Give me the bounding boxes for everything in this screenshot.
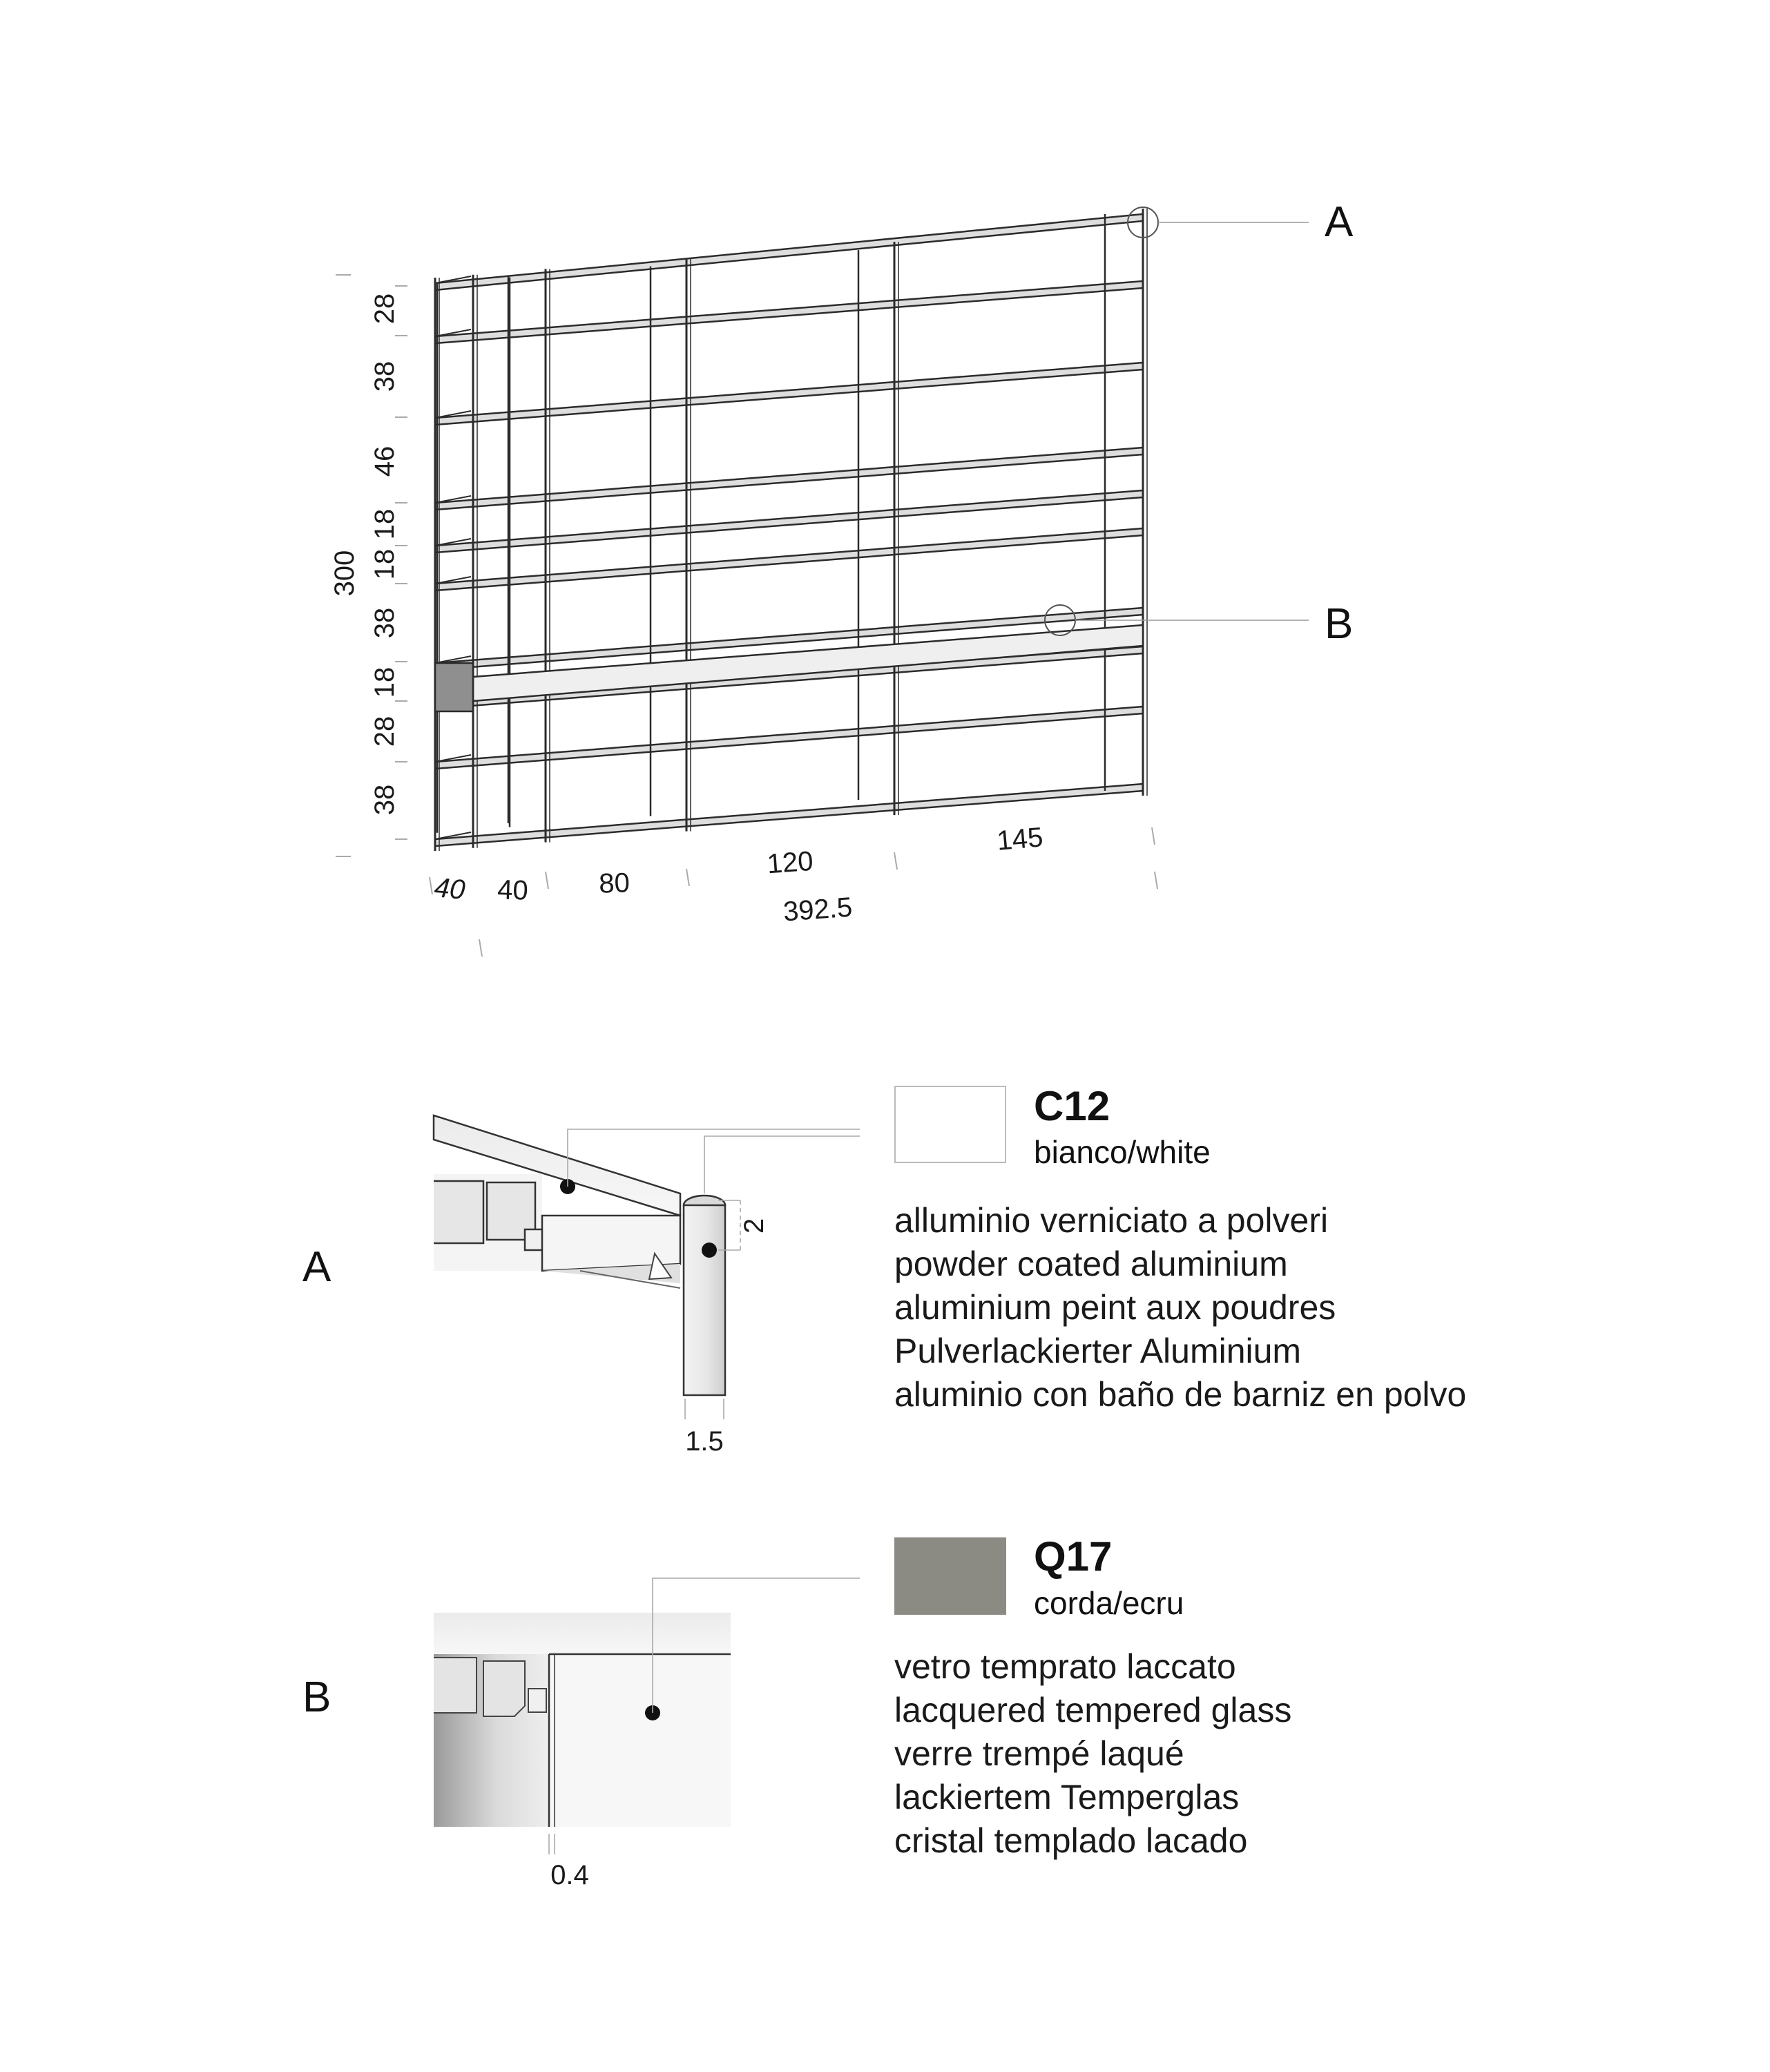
height-segment-labels — [369, 294, 400, 816]
material-code-c12: C12 — [1034, 1083, 1110, 1129]
description-line: lackiertem Temperglas — [894, 1778, 1240, 1816]
height-segment-label: 18 — [369, 666, 400, 698]
detail-b-thickness-dim: 0.4 — [550, 1860, 589, 1890]
detail-a-dot-2 — [702, 1243, 717, 1258]
overview-callouts — [1045, 207, 1309, 635]
width-total-label: 392.5 — [782, 892, 854, 928]
description-line: alluminio verniciato a polveri — [894, 1201, 1329, 1240]
detail-b-glass — [549, 1654, 731, 1827]
height-segment-label: 18 — [369, 508, 400, 540]
height-segment-label: 38 — [369, 361, 400, 392]
height-segment-label: 28 — [369, 716, 400, 747]
description-line: cristal templado lacado — [894, 1821, 1248, 1860]
depth-label: 40 — [433, 872, 467, 905]
glass-panel-side — [435, 663, 473, 711]
description-line: aluminio con baño de barniz en polvo — [894, 1375, 1467, 1414]
detail-a-diameter-dim: 1.5 — [685, 1426, 724, 1457]
height-segment-label: 38 — [369, 607, 400, 639]
description-line: aluminium peint aux poudres — [894, 1288, 1336, 1327]
callout-a-label: A — [1325, 198, 1354, 246]
post-tube — [684, 1205, 725, 1395]
detail-b-top — [434, 1613, 731, 1654]
material-description-q17 — [894, 1645, 1291, 1863]
callout-b-label: B — [1325, 600, 1354, 648]
material-name-q17: corda/ecru — [1034, 1585, 1184, 1621]
material-code-q17: Q17 — [1034, 1533, 1113, 1580]
shelf-board — [435, 214, 1143, 290]
description-line: lacquered tempered glass — [894, 1691, 1292, 1729]
description-line: Pulverlackierter Aluminium — [894, 1332, 1302, 1370]
shelves — [435, 214, 1143, 846]
description-line: powder coated aluminium — [894, 1245, 1288, 1283]
height-total-label: 300 — [329, 550, 360, 597]
detail-a-drawing — [434, 1115, 725, 1395]
material-description-c12 — [894, 1199, 1466, 1417]
material-swatch-q17 — [894, 1537, 1006, 1615]
detail-b-label: B — [302, 1673, 331, 1721]
shelving-overview — [435, 209, 1147, 851]
material-swatch-c12 — [894, 1086, 1006, 1163]
shelf-board — [435, 363, 1143, 425]
material-name-c12: bianco/white — [1034, 1134, 1211, 1170]
width-segment-label: 145 — [995, 822, 1045, 856]
detail-a-label: A — [302, 1243, 331, 1291]
width-segment-label: 120 — [766, 845, 814, 880]
height-segment-label: 46 — [369, 445, 400, 477]
detail-a-height-dim: 2 — [739, 1218, 769, 1234]
shelf-board — [435, 281, 1143, 343]
height-segment-label: 18 — [369, 548, 400, 580]
width-segment-label: 80 — [598, 867, 631, 899]
width-segment-label: 40 — [497, 874, 529, 906]
description-line: verre trempé laqué — [894, 1734, 1184, 1773]
description-line: vetro temprato laccato — [894, 1647, 1236, 1686]
height-segment-label: 28 — [369, 293, 400, 325]
detail-b-drawing — [434, 1613, 731, 1827]
shelf-board — [435, 707, 1143, 769]
height-segment-label: 38 — [369, 784, 400, 816]
